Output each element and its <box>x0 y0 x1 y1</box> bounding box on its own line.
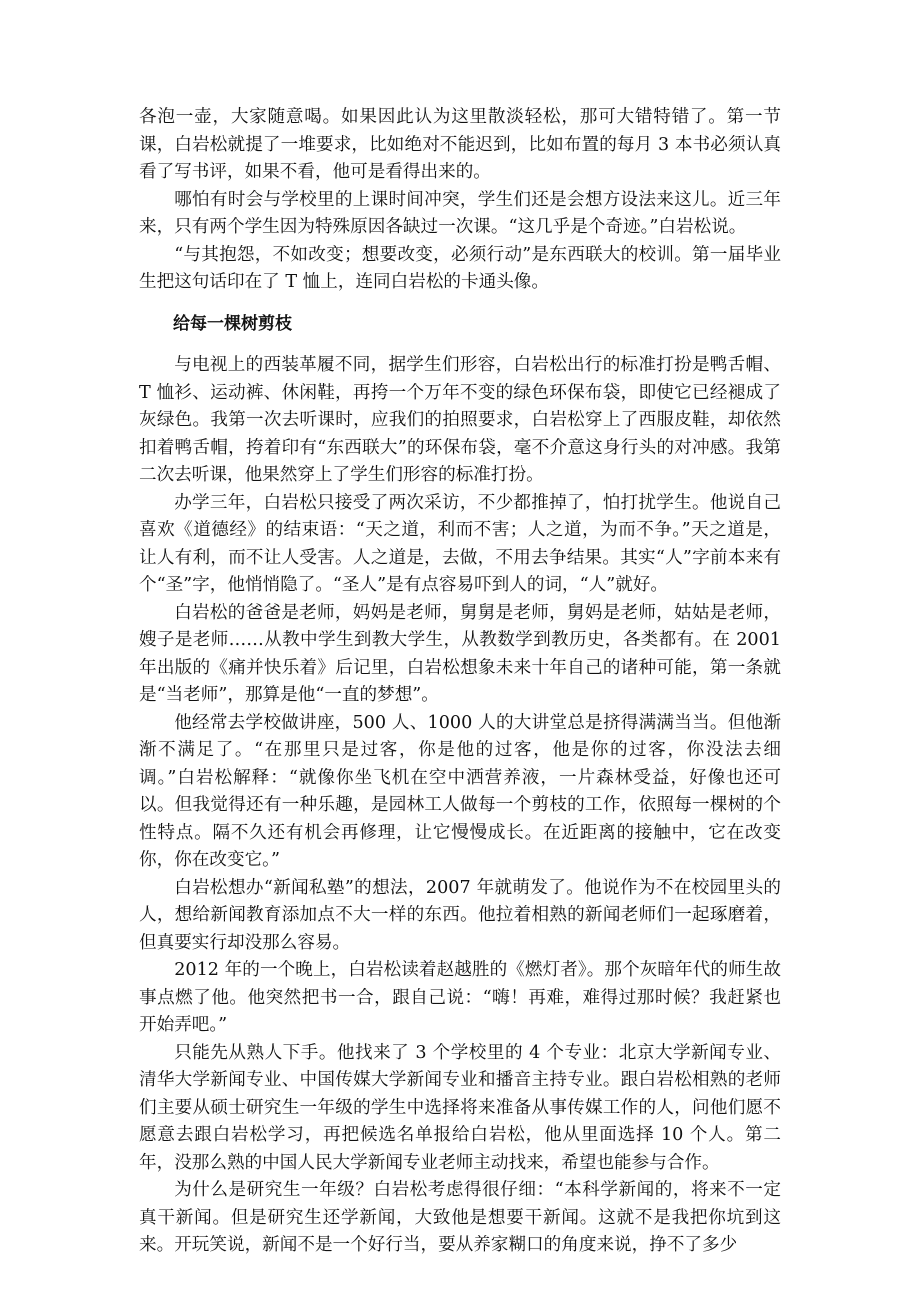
paragraph: 他经常去学校做讲座，500 人、1000 人的大讲堂总是挤得满满当当。但他渐渐不满足了。“在那里只是过客，你是他的过客，他是你的过客，你没法去细调。”白岩松解释：“就像你坐飞机在空中洒营养液，一片森林受益，好像也还可以。但我觉得还有一种乐趣，是园林工人做每一个剪枝的工作，依照每一棵树的个性特点。隔不久还有机会再修理，让它慢慢成长。在近距离的接触中，它在改变你，你在改变它。” <box>139 712 781 870</box>
paragraph: 白岩松的爸爸是老师，妈妈是老师，舅舅是老师，舅妈是老师，姑姑是老师，嫂子是老师……从教中学生到教大学生，从教数学到教历史，各类都有。在 2001 年出版的《痛并快乐着》后记里，白岩松想象未来十年自己的诸种可能，第一条就是“当老师”，那算是他“一直的梦想”。 <box>139 602 781 705</box>
section-heading: 给每一棵树剪枝 <box>173 313 292 334</box>
document-page <box>139 104 781 1260</box>
paragraph: “与其抱怨，不如改变；想要改变，必须行动”是东西联大的校训。第一届毕业生把这句话印在了 T 恤上，连同白岩松的卡通头像。 <box>139 244 781 292</box>
paragraph: 为什么是研究生一年级？白岩松考虑得很仔细：“本科学新闻的，将来不一定真干新闻。但是研究生还学新闻，大致他是想要干新闻。这就不是我把你坑到这来。开玩笑说，新闻不是一个好行当，要从养家糊口的角度来说，挣不了多少 <box>139 1180 781 1255</box>
paragraph: 哪怕有时会与学校里的上课时间冲突，学生们还是会想方设法来这儿。近三年来，只有两个学生因为特殊原因各缺过一次课。“这几乎是个奇迹。”白岩松说。 <box>139 189 781 237</box>
paragraph: 2012 年的一个晚上，白岩松读着赵越胜的《燃灯者》。那个灰暗年代的师生故事点燃了他。他突然把书一合，跟自己说：“嗨！再难，难得过那时候？我赶紧也开始弄吧。” <box>139 960 781 1035</box>
paragraph: 办学三年，白岩松只接受了两次采访，不少都推掉了，怕打扰学生。他说自己喜欢《道德经》的结束语：“天之道，利而不害；人之道，为而不争。”天之道是，让人有利，而不让人受害。人之道是，去做，不用去争结果。其实“人”字前本来有个“圣”字，他悄悄隐了。“圣人”是有点容易吓到人的词，“人”就好。 <box>139 492 781 595</box>
paragraph: 各泡一壶，大家随意喝。如果因此认为这里散淡轻松，那可大错特错了。第一节课，白岩松就提了一堆要求，比如绝对不能迟到，比如布置的每月 3 本书必须认真看了写书评，如果不看，他可是看得出来的。 <box>139 107 781 182</box>
paragraph: 与电视上的西装革履不同，据学生们形容，白岩松出行的标准打扮是鸭舌帽、T 恤衫、运动裤、休闲鞋，再挎一个万年不变的绿色环保布袋，即使它已经褪成了灰绿色。我第一次去听课时，应我们的拍照要求，白岩松穿上了西服皮鞋，却依然扣着鸭舌帽，挎着印有“东西联大”的环保布袋，毫不介意这身行头的对冲感。我第二次去听课，他果然穿上了学生们形容的标准打扮。 <box>139 355 781 485</box>
paragraph: 白岩松想办“新闻私塾”的想法，2007 年就萌发了。他说作为不在校园里头的人，想给新闻教育添加点不大一样的东西。他拉着相熟的新闻老师们一起琢磨着，但真要实行却没那么容易。 <box>139 877 781 953</box>
paragraph: 只能先从熟人下手。他找来了 3 个学校里的 4 个专业：北京大学新闻专业、清华大学新闻专业、中国传媒大学新闻专业和播音主持专业。跟白岩松相熟的老师们主要从硕士研究生一年级的学生中选择将来准备从事传媒工作的人，问他们愿不愿意去跟白岩松学习，再把候选名单报给白岩松，他从里面选择 10 个人。第二年，没那么熟的中国人民大学新闻专业老师主动找来，希望也能参与合作。 <box>139 1042 781 1173</box>
